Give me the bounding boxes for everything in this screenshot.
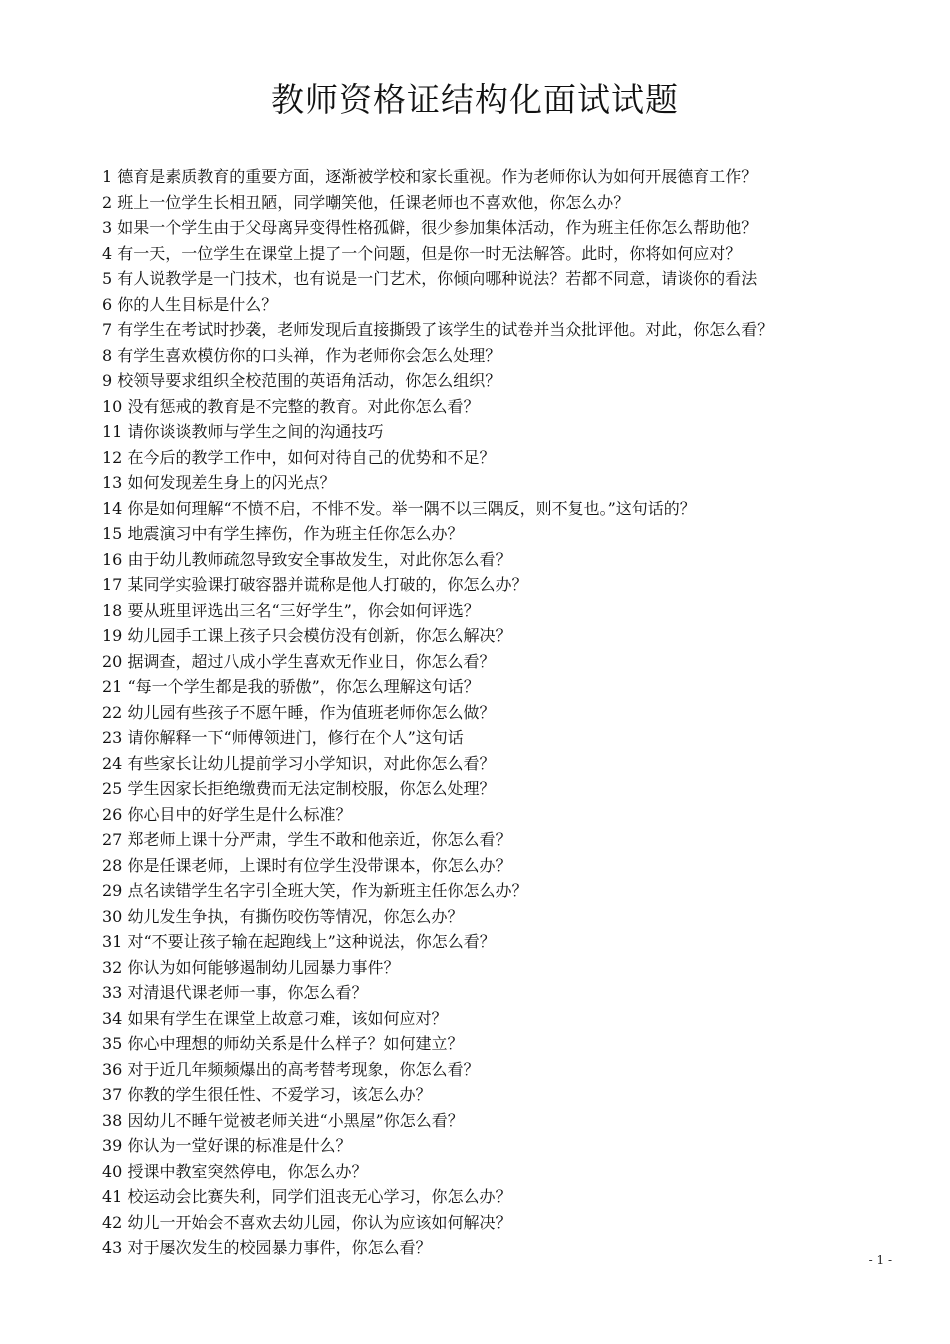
- question-item: 19 幼儿园手工课上孩子只会模仿没有创新，你怎么解决？: [102, 626, 512, 645]
- question-item: 8 有学生喜欢模仿你的口头禅，作为老师你会怎么处理？: [102, 345, 502, 365]
- document-title: 教师资格证结构化面试试题: [271, 80, 679, 119]
- question-item: 43 对于屡次发生的校园暴力事件，你怎么看？: [102, 1238, 432, 1257]
- question-item: 23 请你解释一下“师傅领进门，修行在个人”这句话: [102, 728, 464, 747]
- question-item: 36 对于近几年频频爆出的高考替考现象，你怎么看？: [102, 1059, 480, 1079]
- question-item: 25 学生因家长拒绝缴费而无法定制校服，你怎么处理？: [102, 779, 496, 798]
- page-number: - 1 -: [868, 1253, 892, 1267]
- question-item: 21 “每一个学生都是我的骄傲”，你怎么理解这句话？: [102, 677, 480, 696]
- question-item: 12 在今后的教学工作中，如何对待自己的优势和不足？: [102, 447, 496, 467]
- question-item: 14 你是如何理解“不愤不启，不悱不发。举一隅不以三隅反，则不复也。”这句话的？: [102, 498, 696, 518]
- question-item: 13 如何发现差生身上的闪光点？: [102, 473, 336, 492]
- question-item: 42 幼儿一开始会不喜欢去幼儿园，你认为应该如何解决？: [102, 1212, 512, 1232]
- question-item: 16 由于幼儿教师疏忽导致安全事故发生，对此你怎么看？: [102, 549, 512, 569]
- question-item: 2 班上一位学生长相丑陋，同学嘲笑他，任课老师也不喜欢他，你怎么办？: [102, 192, 630, 212]
- question-item: 18 要从班里评选出三名“三好学生”，你会如何评选？: [102, 600, 480, 620]
- question-item: 35 你心中理想的师幼关系是什么样子？如何建立？: [102, 1034, 464, 1053]
- question-item: 11 请你谈谈教师与学生之间的沟通技巧: [102, 422, 384, 441]
- question-item: 40 授课中教室突然停电，你怎么办？: [102, 1161, 368, 1181]
- question-item: 39 你认为一堂好课的标准是什么？: [102, 1136, 352, 1155]
- question-item: 1 德育是素质教育的重要方面，逐渐被学校和家长重视。作为老师你认为如何开展德育工作？: [102, 167, 758, 186]
- question-item: 15 地震演习中有学生摔伤，作为班主任你怎么办？: [102, 524, 464, 543]
- question-item: 41 校运动会比赛失利，同学们沮丧无心学习，你怎么办？: [102, 1187, 512, 1206]
- question-item: 32 你认为如何能够遏制幼儿园暴力事件？: [102, 957, 400, 977]
- question-item: 6 你的人生目标是什么？: [102, 294, 278, 314]
- question-item: 30 幼儿发生争执，有撕伤咬伤等情况，你怎么办？: [102, 906, 464, 926]
- question-item: 5 有人说教学是一门技术，也有说是一门艺术，你倾向哪种说法？若都不同意，请谈你的看法: [102, 269, 758, 288]
- question-item: 10 没有惩戒的教育是不完整的教育。对此你怎么看？: [102, 396, 480, 416]
- question-item: 31 对“不要让孩子输在起跑线上”这种说法，你怎么看？: [102, 932, 496, 951]
- question-item: 20 据调查，超过八成小学生喜欢无作业日，你怎么看？: [102, 651, 496, 671]
- question-item: 33 对清退代课老师一事，你怎么看？: [102, 983, 368, 1002]
- question-item: 26 你心目中的好学生是什么标准？: [102, 804, 352, 824]
- question-item: 7 有学生在考试时抄袭，老师发现后直接撕毁了该学生的试卷并当众批评他。对此，你怎么看？: [102, 320, 774, 339]
- question-item: 3 如果一个学生由于父母离异变得性格孤僻，很少参加集体活动，作为班主任你怎么帮助他？: [102, 218, 758, 237]
- question-item: 28 你是任课老师，上课时有位学生没带课本，你怎么办？: [102, 855, 512, 875]
- question-item: 4 有一天，一位学生在课堂上提了一个问题，但是你一时无法解答。此时，你将如何应对？: [102, 243, 742, 263]
- question-item: 37 你教的学生很任性、不爱学习，该怎么办？: [102, 1085, 432, 1104]
- question-item: 38 因幼儿不睡午觉被老师关进“小黑屋”你怎么看？: [102, 1110, 464, 1130]
- question-item: 34 如果有学生在课堂上故意刁难，该如何应对？: [102, 1008, 448, 1028]
- question-list: [102, 164, 902, 1261]
- question-item: 9 校领导要求组织全校范围的英语角活动，你怎么组织？: [102, 371, 502, 390]
- question-item: 29 点名读错学生名字引全班大笑，作为新班主任你怎么办？: [102, 881, 528, 900]
- question-item: 27 郑老师上课十分严肃，学生不敢和他亲近，你怎么看？: [102, 830, 512, 849]
- question-item: 22 幼儿园有些孩子不愿午睡，作为值班老师你怎么做？: [102, 702, 496, 722]
- question-item: 17 某同学实验课打破容器并谎称是他人打破的，你怎么办？: [102, 575, 528, 594]
- question-item: 24 有些家长让幼儿提前学习小学知识，对此你怎么看？: [102, 753, 496, 773]
